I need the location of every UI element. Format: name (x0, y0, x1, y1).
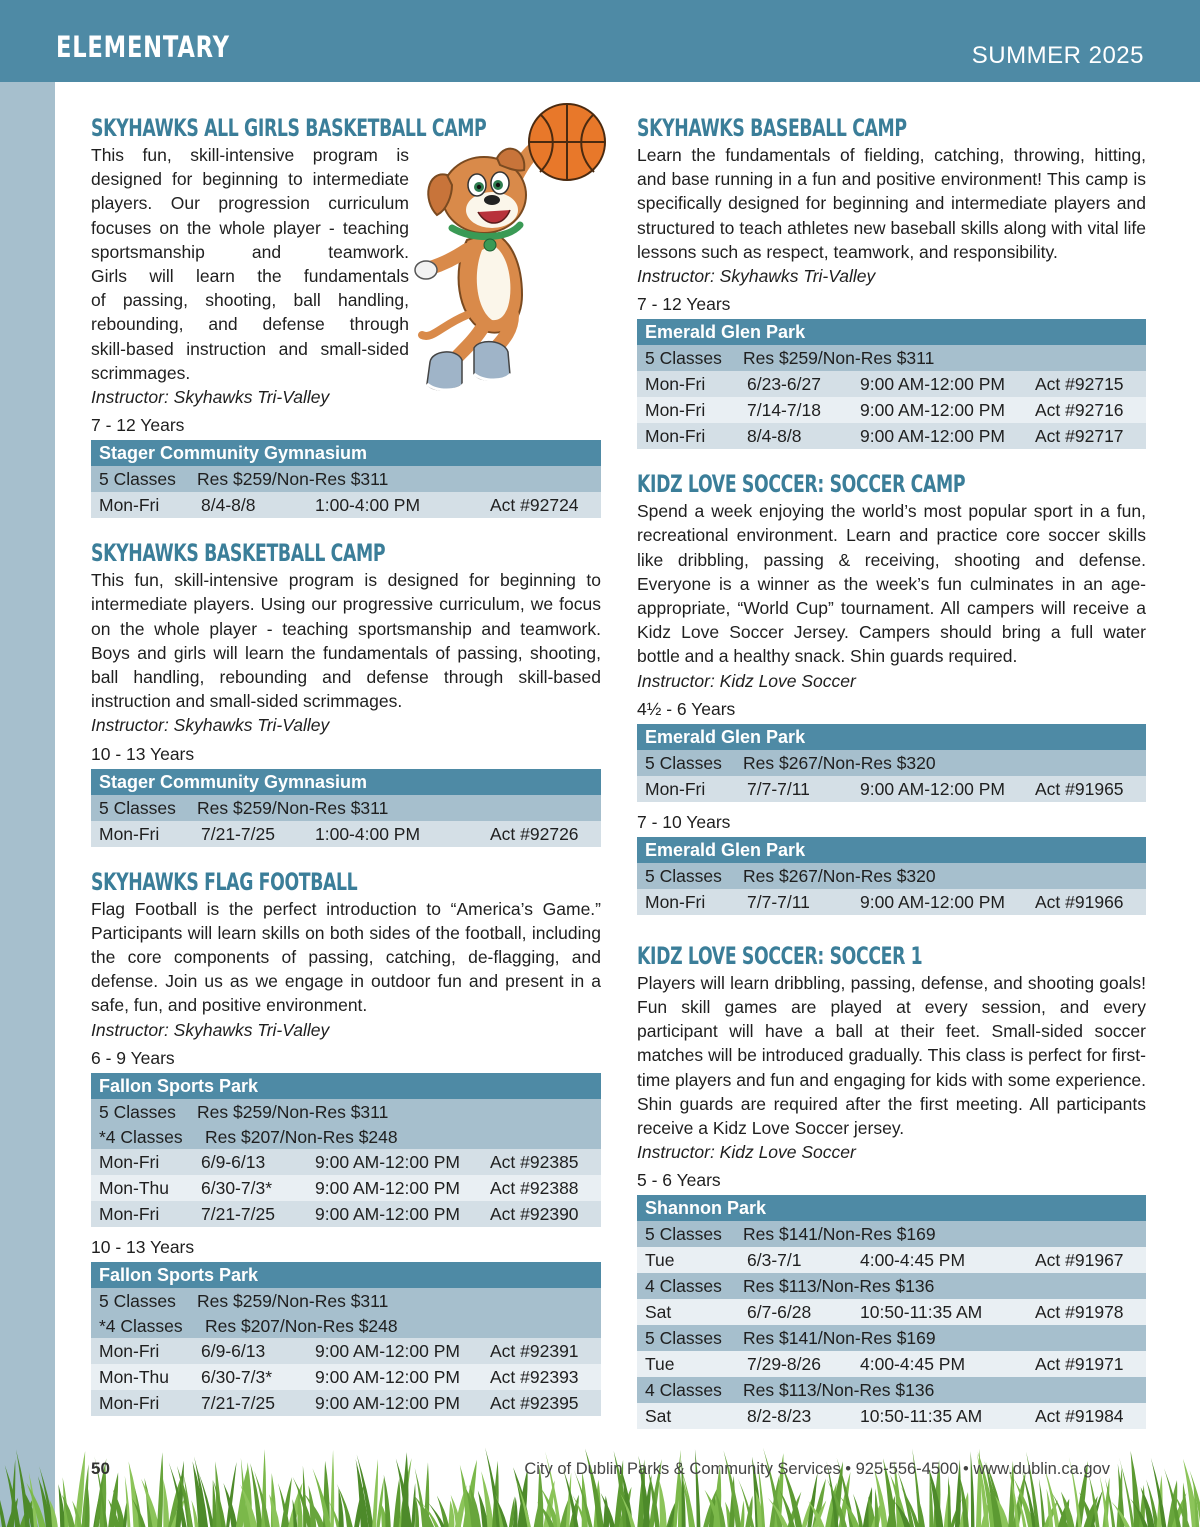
dates: 8/4-8/8 (201, 495, 256, 516)
schedule-table (91, 440, 601, 518)
time: 9:00 AM-12:00 PM (315, 1340, 460, 1361)
location: Emerald Glen Park (637, 837, 1146, 863)
days: Sat (645, 1302, 672, 1323)
desc-line: scrimmages. (91, 362, 191, 383)
fee: Res $259/Non-Res $311 (197, 797, 389, 818)
dates: 6/23-6/27 (747, 374, 821, 395)
season-title: SUMMER 2025 (971, 42, 1144, 69)
program-instructor: Instructor: Skyhawks Tri-Valley (637, 266, 876, 287)
dates: 7/7-7/11 (747, 891, 810, 912)
desc-line: This fun, skill-intensive program is (91, 145, 409, 165)
days: Mon-Fri (645, 374, 706, 395)
program-soccer-camp (637, 469, 1146, 915)
location: Stager Community Gymnasium (91, 769, 601, 795)
dates: 7/21-7/25 (201, 1203, 275, 1224)
table-row (91, 1201, 601, 1227)
fee-row (637, 750, 1146, 776)
fee-row (91, 1099, 601, 1125)
activity-number: Act #92726 (490, 823, 579, 844)
fee-row (637, 345, 1146, 371)
days: Mon-Fri (99, 1340, 160, 1361)
dates: 8/4-8/8 (747, 426, 802, 447)
location: Shannon Park (637, 1195, 1146, 1221)
dates: 7/29-8/26 (747, 1354, 821, 1375)
table-row (637, 1247, 1146, 1273)
fee: Res $259/Non-Res $311 (197, 469, 389, 490)
desc-line: players. Our progression curriculum (91, 193, 409, 214)
days: Mon-Fri (645, 778, 706, 799)
table-row (637, 371, 1146, 397)
desc-line: rebounding, and defense through (91, 314, 409, 335)
days: Tue (645, 1354, 675, 1375)
program-instructor: Instructor: Kidz Love Soccer (637, 1142, 856, 1163)
schedule-table (637, 724, 1146, 802)
table-row (91, 821, 601, 847)
program-instructor: Instructor: Skyhawks Tri-Valley (91, 1019, 330, 1040)
age-range: 7 - 12 Years (91, 415, 185, 436)
time: 9:00 AM-12:00 PM (315, 1177, 460, 1198)
program-girls-basketball-camp (91, 113, 601, 518)
time: 4:00-4:45 PM (860, 1250, 966, 1271)
fee: Res $259/Non-Res $311 (197, 1101, 389, 1122)
fee-row (91, 795, 601, 821)
fee-row (637, 1325, 1146, 1351)
days: Mon-Thu (99, 1366, 170, 1387)
activity-number: Act #91966 (1035, 891, 1124, 912)
program-baseball-camp (637, 113, 1146, 449)
location: Fallon Sports Park (91, 1073, 601, 1099)
time: 4:00-4:45 PM (860, 1354, 966, 1375)
age-range: 7 - 12 Years (637, 294, 731, 315)
days: Mon-Fri (645, 426, 706, 447)
activity-number: Act #91978 (1035, 1302, 1124, 1323)
schedule-table (637, 319, 1146, 449)
time: 1:00-4:00 PM (315, 823, 421, 844)
dates: 6/3-7/1 (747, 1250, 802, 1271)
days: Tue (645, 1250, 675, 1271)
days: Mon-Thu (99, 1177, 170, 1198)
dates: 7/14-7/18 (747, 400, 821, 421)
days: Sat (645, 1406, 672, 1427)
section-title: ELEMENTARY (56, 30, 230, 64)
schedule-table (637, 1195, 1146, 1429)
program-instructor: Instructor: Skyhawks Tri-Valley (91, 387, 330, 408)
schedule-table (91, 769, 601, 847)
program-description: Players will learn dribbling, passing, defense, and shooting goals! Fun skill games are played at every session, and every participant will have a ball at their feet. Small-sided soccer matches will be introduced gradually. This class is perfect for first-time players and fun and engaging for kids with some experience. Shin guards are required after the first meeting. All participants receive a Kidz Love Soccer jersey. (637, 972, 1146, 1139)
days: Mon-Fri (99, 1151, 160, 1172)
desc-line: focuses on the whole player - teaching (91, 217, 409, 238)
days: Mon-Fri (99, 495, 160, 516)
fee: Res $113/Non-Res $136 (743, 1380, 935, 1401)
table-row (637, 1299, 1146, 1325)
right-column (637, 113, 1146, 1449)
program-basketball-camp (91, 538, 601, 846)
fee-row (91, 1314, 601, 1338)
dates: 8/2-8/23 (747, 1406, 812, 1427)
dates: 7/7-7/11 (747, 778, 810, 799)
age-range: 10 - 13 Years (91, 1236, 195, 1257)
class-count: 4 Classes (645, 1276, 722, 1297)
table-row (91, 1338, 601, 1364)
activity-number: Act #92390 (490, 1203, 579, 1224)
program-description: Flag Football is the perfect introduction to “America’s Game.” Participants will learn skills on both sides of the football, including the core components of passing, catching, de-flagging, and defense. Join us as we engage in outdoor fun and present in a safe, fun, and positive environment. (91, 898, 601, 1016)
fee: Res $113/Non-Res $136 (743, 1276, 935, 1297)
time: 9:00 AM-12:00 PM (860, 891, 1005, 912)
desc-line: Girls will learn the fundamentals (91, 266, 409, 287)
activity-number: Act #92395 (490, 1392, 579, 1413)
dates: 6/9-6/13 (201, 1340, 266, 1361)
time: 9:00 AM-12:00 PM (860, 374, 1005, 395)
fee-row (637, 863, 1146, 889)
time: 10:50-11:35 AM (860, 1406, 983, 1427)
desc-line: skill-based instruction and small-sided (91, 338, 409, 359)
time: 9:00 AM-12:00 PM (315, 1392, 460, 1413)
activity-number: Act #92724 (490, 495, 579, 516)
days: Mon-Fri (645, 400, 706, 421)
time: 1:00-4:00 PM (315, 495, 421, 516)
dates: 6/7-6/28 (747, 1302, 812, 1323)
dates: 7/21-7/25 (201, 1392, 275, 1413)
fee-row (637, 1221, 1146, 1247)
dates: 6/30-7/3* (201, 1177, 273, 1198)
class-count: 5 Classes (645, 1328, 722, 1349)
schedule-table (91, 1073, 601, 1227)
dates: 6/9-6/13 (201, 1151, 266, 1172)
location: Emerald Glen Park (637, 724, 1146, 750)
program-instructor: Instructor: Skyhawks Tri-Valley (91, 715, 330, 736)
fee: Res $207/Non-Res $248 (205, 1126, 398, 1147)
class-count: 5 Classes (99, 469, 176, 490)
days: Mon-Fri (99, 1203, 160, 1224)
program-description: This fun, skill-intensive program is designed for beginning to intermediate players. Using our progressive curriculum, we focus on the whole player - teaching sportsmanship and teamwork. Boys and girls will learn the fundamentals of passing, shooting, ball handling, rebounding and defense through skill-based instruction and small-sided scrimmages. (91, 570, 601, 712)
program-title: SKYHAWKS BASKETBALL CAMP (91, 539, 386, 568)
table-row (91, 1364, 601, 1390)
table-row (637, 1351, 1146, 1377)
age-range: 10 - 13 Years (91, 743, 195, 764)
fee: Res $259/Non-Res $311 (743, 348, 935, 369)
location: Stager Community Gymnasium (91, 440, 601, 466)
fee-row (91, 1125, 601, 1149)
age-range: 4½ - 6 Years (637, 698, 736, 719)
age-range: 5 - 6 Years (637, 1170, 721, 1191)
schedule-table (91, 1262, 601, 1416)
location: Fallon Sports Park (91, 1262, 601, 1288)
activity-number: Act #92717 (1035, 426, 1124, 447)
class-count: 4 Classes (645, 1380, 722, 1401)
class-count: *4 Classes (99, 1126, 183, 1147)
fee: Res $207/Non-Res $248 (205, 1315, 398, 1336)
age-range: 7 - 10 Years (637, 811, 731, 832)
days: Mon-Fri (99, 823, 160, 844)
class-count: *4 Classes (99, 1315, 183, 1336)
page-number: 50 (91, 1459, 110, 1478)
class-count: 5 Classes (99, 1101, 176, 1122)
program-title: KIDZ LOVE SOCCER: SOCCER CAMP (637, 470, 966, 499)
activity-number: Act #92391 (490, 1340, 579, 1361)
program-title: SKYHAWKS FLAG FOOTBALL (91, 867, 358, 896)
time: 9:00 AM-12:00 PM (860, 426, 1005, 447)
footer-contact: City of Dublin Parks & Community Services • 925-556-4500 • www.dublin.ca.gov (524, 1460, 1110, 1478)
time: 9:00 AM-12:00 PM (315, 1203, 460, 1224)
dates: 6/30-7/3* (201, 1366, 273, 1387)
program-title: SKYHAWKS BASEBALL CAMP (637, 114, 907, 142)
table-row (637, 889, 1146, 915)
fee: Res $267/Non-Res $320 (743, 752, 936, 773)
activity-number: Act #92388 (490, 1177, 579, 1198)
fee: Res $267/Non-Res $320 (743, 865, 936, 886)
table-row (91, 1390, 601, 1416)
activity-number: Act #92393 (490, 1366, 579, 1387)
program-description (91, 143, 409, 385)
sidebar-stripe (0, 82, 55, 1527)
desc-line: of passing, shooting, ball handling, (91, 290, 409, 311)
class-count: 5 Classes (645, 348, 722, 369)
desc-line: sportsmanship and teamwork. (91, 241, 409, 262)
class-count: 5 Classes (99, 1290, 176, 1311)
activity-number: Act #92715 (1035, 374, 1124, 395)
program-description: Spend a week enjoying the world’s most popular sport in a fun, recreational environment. Learn and practice core soccer skills like dribbling, passing & receiving, shooting and defense. Everyone is a winner as the week’s fun culminates in an age-appropriate, “World Cup” tournament. All campers will receive a Kidz Love Soccer Jersey. Campers should bring a full water bottle and a healthy snack. Shin guards required. (637, 501, 1146, 667)
table-row (637, 397, 1146, 423)
program-instructor: Instructor: Kidz Love Soccer (637, 670, 856, 691)
fee: Res $141/Non-Res $169 (743, 1328, 936, 1349)
program-flag-football (91, 867, 601, 1416)
activity-number: Act #91965 (1035, 778, 1124, 799)
activity-number: Act #92385 (490, 1151, 579, 1172)
schedule-table (637, 837, 1146, 915)
program-title: SKYHAWKS ALL GIRLS BASKETBALL CAMP (91, 114, 487, 142)
days: Mon-Fri (645, 891, 706, 912)
dates: 7/21-7/25 (201, 823, 275, 844)
page-header (0, 0, 1200, 82)
class-count: 5 Classes (99, 797, 176, 818)
table-row (637, 1403, 1146, 1429)
activity-number: Act #91967 (1035, 1250, 1124, 1271)
fee: Res $259/Non-Res $311 (197, 1290, 389, 1311)
activity-number: Act #91984 (1035, 1406, 1124, 1427)
activity-number: Act #92716 (1035, 400, 1124, 421)
activity-number: Act #91971 (1035, 1354, 1124, 1375)
table-row (91, 1149, 601, 1175)
table-row (637, 423, 1146, 449)
program-title: KIDZ LOVE SOCCER: SOCCER 1 (637, 941, 923, 970)
class-count: 5 Classes (645, 865, 722, 886)
time: 9:00 AM-12:00 PM (860, 778, 1005, 799)
desc-line: designed for beginning to intermediate (91, 169, 409, 190)
days: Mon-Fri (99, 1392, 160, 1413)
table-row (637, 776, 1146, 802)
age-range: 6 - 9 Years (91, 1047, 175, 1068)
fee-row (91, 1288, 601, 1314)
fee-row (637, 1377, 1146, 1403)
class-count: 5 Classes (645, 1224, 722, 1245)
time: 9:00 AM-12:00 PM (860, 400, 1005, 421)
location: Emerald Glen Park (637, 319, 1146, 345)
table-row (91, 1175, 601, 1201)
fee: Res $141/Non-Res $169 (743, 1224, 936, 1245)
time: 9:00 AM-12:00 PM (315, 1366, 460, 1387)
fee-row (91, 466, 601, 492)
program-soccer-1 (637, 941, 1146, 1430)
fee-row (637, 1273, 1146, 1299)
left-column (91, 113, 601, 1436)
class-count: 5 Classes (645, 752, 722, 773)
program-description: Learn the fundamentals of fielding, catching, throwing, hitting, and base running in a fun and positive environment! This camp is specifically designed for beginning and intermediate players and structured to teach athletes new baseball skills along with vital life lessons such as respect, teamwork, and responsibility. (637, 145, 1146, 262)
time: 9:00 AM-12:00 PM (315, 1151, 460, 1172)
table-row (91, 492, 601, 518)
grass-decoration (0, 1440, 1200, 1527)
time: 10:50-11:35 AM (860, 1302, 983, 1323)
